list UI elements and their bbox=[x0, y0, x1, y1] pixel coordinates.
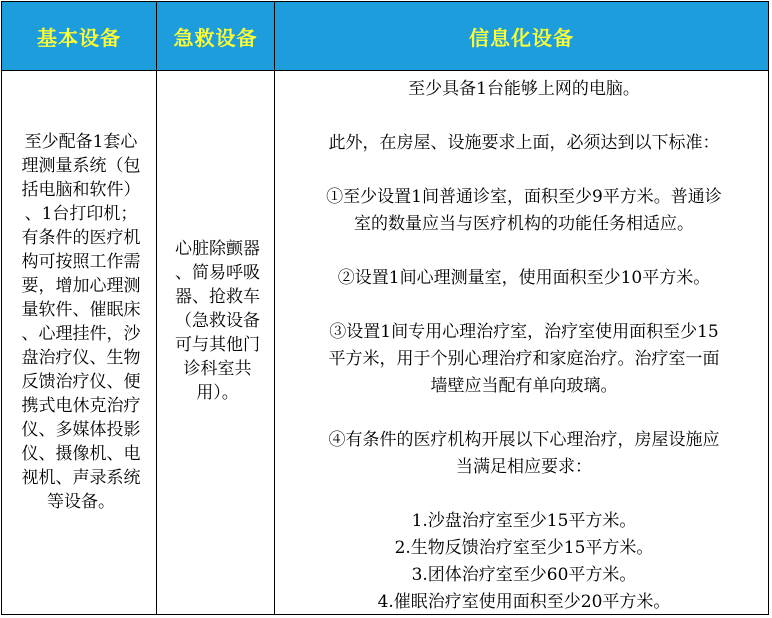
requirement-2: ②设置1间心理测量室，使用面积至少10平方米。 bbox=[337, 268, 711, 288]
emergency-line: 可与其他门 bbox=[175, 335, 260, 355]
emergency-line: 器、抢救车 bbox=[175, 287, 260, 307]
basic-line: 等设备。 bbox=[47, 492, 115, 512]
spacer bbox=[279, 481, 769, 508]
spacer bbox=[279, 103, 769, 130]
requirement-1-cont: 室的数量应当与医疗机构的功能任务相适应。 bbox=[354, 214, 694, 234]
header-divider bbox=[2, 70, 768, 71]
basic-line: 要，增加心理测 bbox=[21, 276, 141, 296]
basic-line: 盘治疗仪、生物 bbox=[21, 348, 141, 368]
header-basic-equipment: 基本设备 bbox=[2, 2, 156, 70]
spacer bbox=[279, 157, 769, 184]
requirement-3-cont: 墙壁应当配有单向玻璃。 bbox=[430, 376, 618, 396]
basic-line: 量软件、催眠床 bbox=[21, 300, 141, 320]
requirement-3-cont: 平方米，用于个别心理治疗和家庭治疗。治疗室一面 bbox=[328, 349, 720, 369]
therapy-room-4: 4.催眠治疗室使用面积至少20平方米。 bbox=[377, 592, 671, 612]
basic-equipment-cell bbox=[6, 130, 156, 514]
basic-line: 携式电休克治疗 bbox=[21, 396, 141, 416]
therapy-room-2: 2.生物反馈治疗室至少15平方米。 bbox=[394, 538, 654, 558]
basic-line: 至少配备1套心 bbox=[24, 132, 138, 152]
info-intro: 此外，在房屋、设施要求上面，必须达到以下标准： bbox=[328, 133, 720, 153]
spacer bbox=[279, 400, 769, 427]
information-equipment-cell bbox=[279, 76, 769, 616]
spacer bbox=[279, 292, 769, 319]
requirement-4-cont: 当满足相应要求： bbox=[456, 457, 592, 477]
basic-line: 括电脑和软件） bbox=[21, 180, 141, 200]
column-divider-2 bbox=[274, 2, 275, 614]
requirement-4: ④有条件的医疗机构开展以下心理治疗，房屋设施应 bbox=[328, 430, 720, 450]
basic-line: 有条件的医疗机 bbox=[21, 228, 141, 248]
emergency-line: 心脏除颤器 bbox=[175, 239, 260, 259]
requirement-1: ①至少设置1间普通诊室，面积至少9平方米。普通诊 bbox=[326, 187, 722, 207]
basic-line: 视机、声录系统 bbox=[21, 468, 141, 488]
basic-line: 、心理挂件，沙 bbox=[21, 324, 141, 344]
therapy-room-3: 3.团体治疗室至少60平方米。 bbox=[411, 565, 637, 585]
equipment-table bbox=[1, 1, 769, 615]
header-emergency-equipment: 急救设备 bbox=[157, 2, 274, 70]
emergency-line: （急救设备 bbox=[175, 311, 260, 331]
column-divider-1 bbox=[156, 2, 157, 614]
emergency-line: 诊科室共 bbox=[183, 359, 252, 379]
basic-line: 仪、摄像机、电 bbox=[21, 444, 141, 464]
therapy-room-1: 1.沙盘治疗室至少15平方米。 bbox=[411, 511, 637, 531]
basic-line: 仪、多媒体投影 bbox=[21, 420, 141, 440]
basic-line: 理测量系统（包 bbox=[21, 156, 141, 176]
requirement-3: ③设置1间专用心理治疗室，治疗室使用面积至少15 bbox=[329, 322, 719, 342]
emergency-equipment-cell bbox=[161, 237, 274, 405]
basic-line: 、1台打印机； bbox=[24, 204, 138, 224]
basic-line: 反馈治疗仪、便 bbox=[21, 372, 141, 392]
emergency-line: 、简易呼吸 bbox=[175, 263, 260, 283]
header-information-equipment: 信息化设备 bbox=[275, 2, 768, 70]
spacer bbox=[279, 238, 769, 265]
basic-line: 构可按照工作需 bbox=[21, 252, 141, 272]
emergency-line: 用）。 bbox=[196, 383, 239, 403]
info-computer-requirement: 至少具备1台能够上网的电脑。 bbox=[408, 79, 640, 99]
